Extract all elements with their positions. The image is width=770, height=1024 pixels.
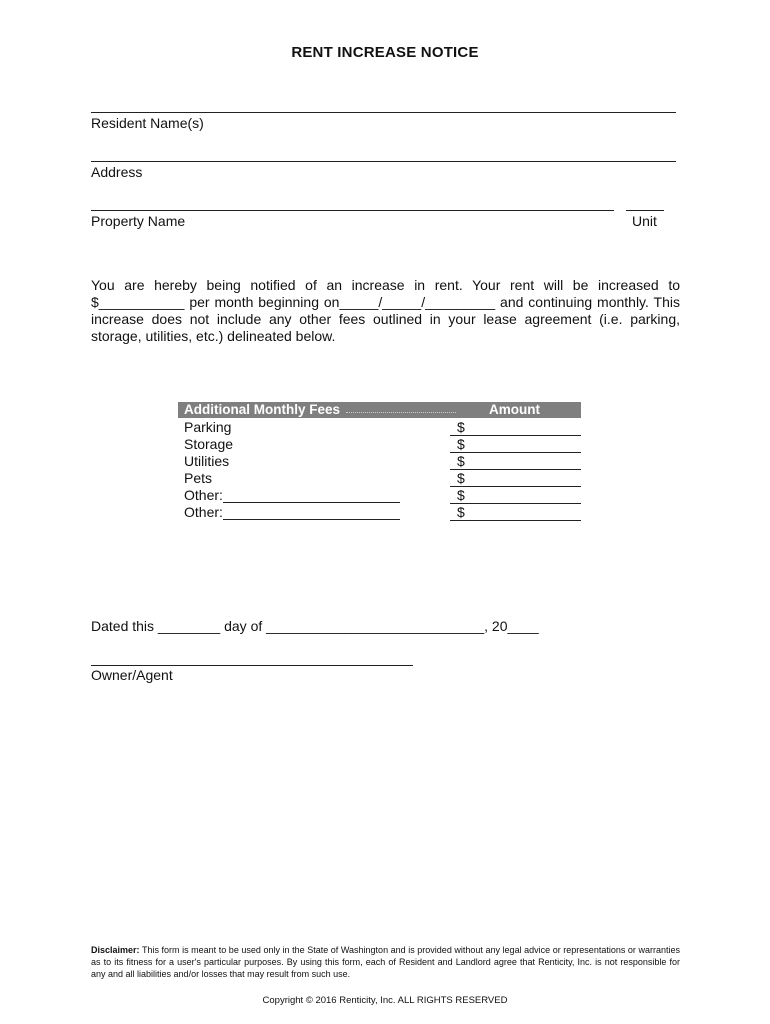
- fee-label: Other:: [184, 487, 223, 503]
- fee-row-other-1: [178, 486, 581, 503]
- address-label: Address: [91, 164, 143, 180]
- header-fees: Additional Monthly Fees: [184, 402, 341, 417]
- currency-symbol: $: [457, 504, 465, 520]
- owner-agent-signature-line[interactable]: [91, 665, 413, 666]
- fee-label: Pets: [184, 470, 213, 486]
- unit-label: Unit: [632, 213, 657, 229]
- disclaimer: [91, 944, 680, 980]
- disclaimer-text: This form is meant to be used only in the State of Washington and is provided without any legal advice or representations or warranties as to its fitness for a user's particular purposes. By using this form, each of Resident and Landlord agree that Renticity, Inc. is not responsible for any and all liabilities and/or losses that may result from such use.: [91, 945, 680, 979]
- fee-row-utilities: [178, 452, 581, 469]
- disclaimer-heading: Disclaimer:: [91, 945, 140, 955]
- fee-row-parking: [178, 418, 581, 435]
- currency-symbol: $: [457, 419, 465, 435]
- page-title: RENT INCREASE NOTICE: [291, 44, 479, 61]
- notice-paragraph: You are hereby being notified of an increase in rent. Your rent will be increased to $___________ per month beginning on_____/_____/_________ and continuing monthly. This increase does not include any other fees outlined in your lease agreement (i.e. parking, storage, utilities, etc.) delineated below.: [91, 277, 680, 344]
- currency-symbol: $: [457, 453, 465, 469]
- address-line[interactable]: [91, 161, 676, 162]
- amount-field[interactable]: [450, 520, 581, 521]
- other-description-field[interactable]: [223, 519, 400, 520]
- currency-symbol: $: [457, 470, 465, 486]
- property-name-line[interactable]: [91, 210, 614, 211]
- fee-label: Parking: [184, 419, 232, 435]
- resident-name-line[interactable]: [91, 112, 676, 113]
- fees-table: [178, 402, 581, 520]
- fee-label: Utilities: [184, 453, 230, 469]
- header-dotted-leader: [346, 412, 456, 413]
- currency-symbol: $: [457, 436, 465, 452]
- currency-symbol: $: [457, 487, 465, 503]
- fee-row-other-2: [178, 503, 581, 520]
- header-amount: Amount: [489, 402, 540, 417]
- dated-line: Dated this ________ day of ____________________________, 20____: [91, 618, 539, 634]
- fee-label: Other:: [184, 504, 223, 520]
- resident-name-label: Resident Name(s): [91, 115, 204, 131]
- unit-line[interactable]: [626, 210, 664, 211]
- property-name-label: Property Name: [91, 213, 186, 229]
- owner-agent-label: Owner/Agent: [91, 667, 173, 683]
- fee-label: Storage: [184, 436, 234, 452]
- fee-row-pets: [178, 469, 581, 486]
- fees-table-header: [178, 402, 581, 418]
- fee-row-storage: [178, 435, 581, 452]
- copyright: Copyright © 2016 Renticity, Inc. ALL RIGHTS RESERVED: [262, 995, 508, 1006]
